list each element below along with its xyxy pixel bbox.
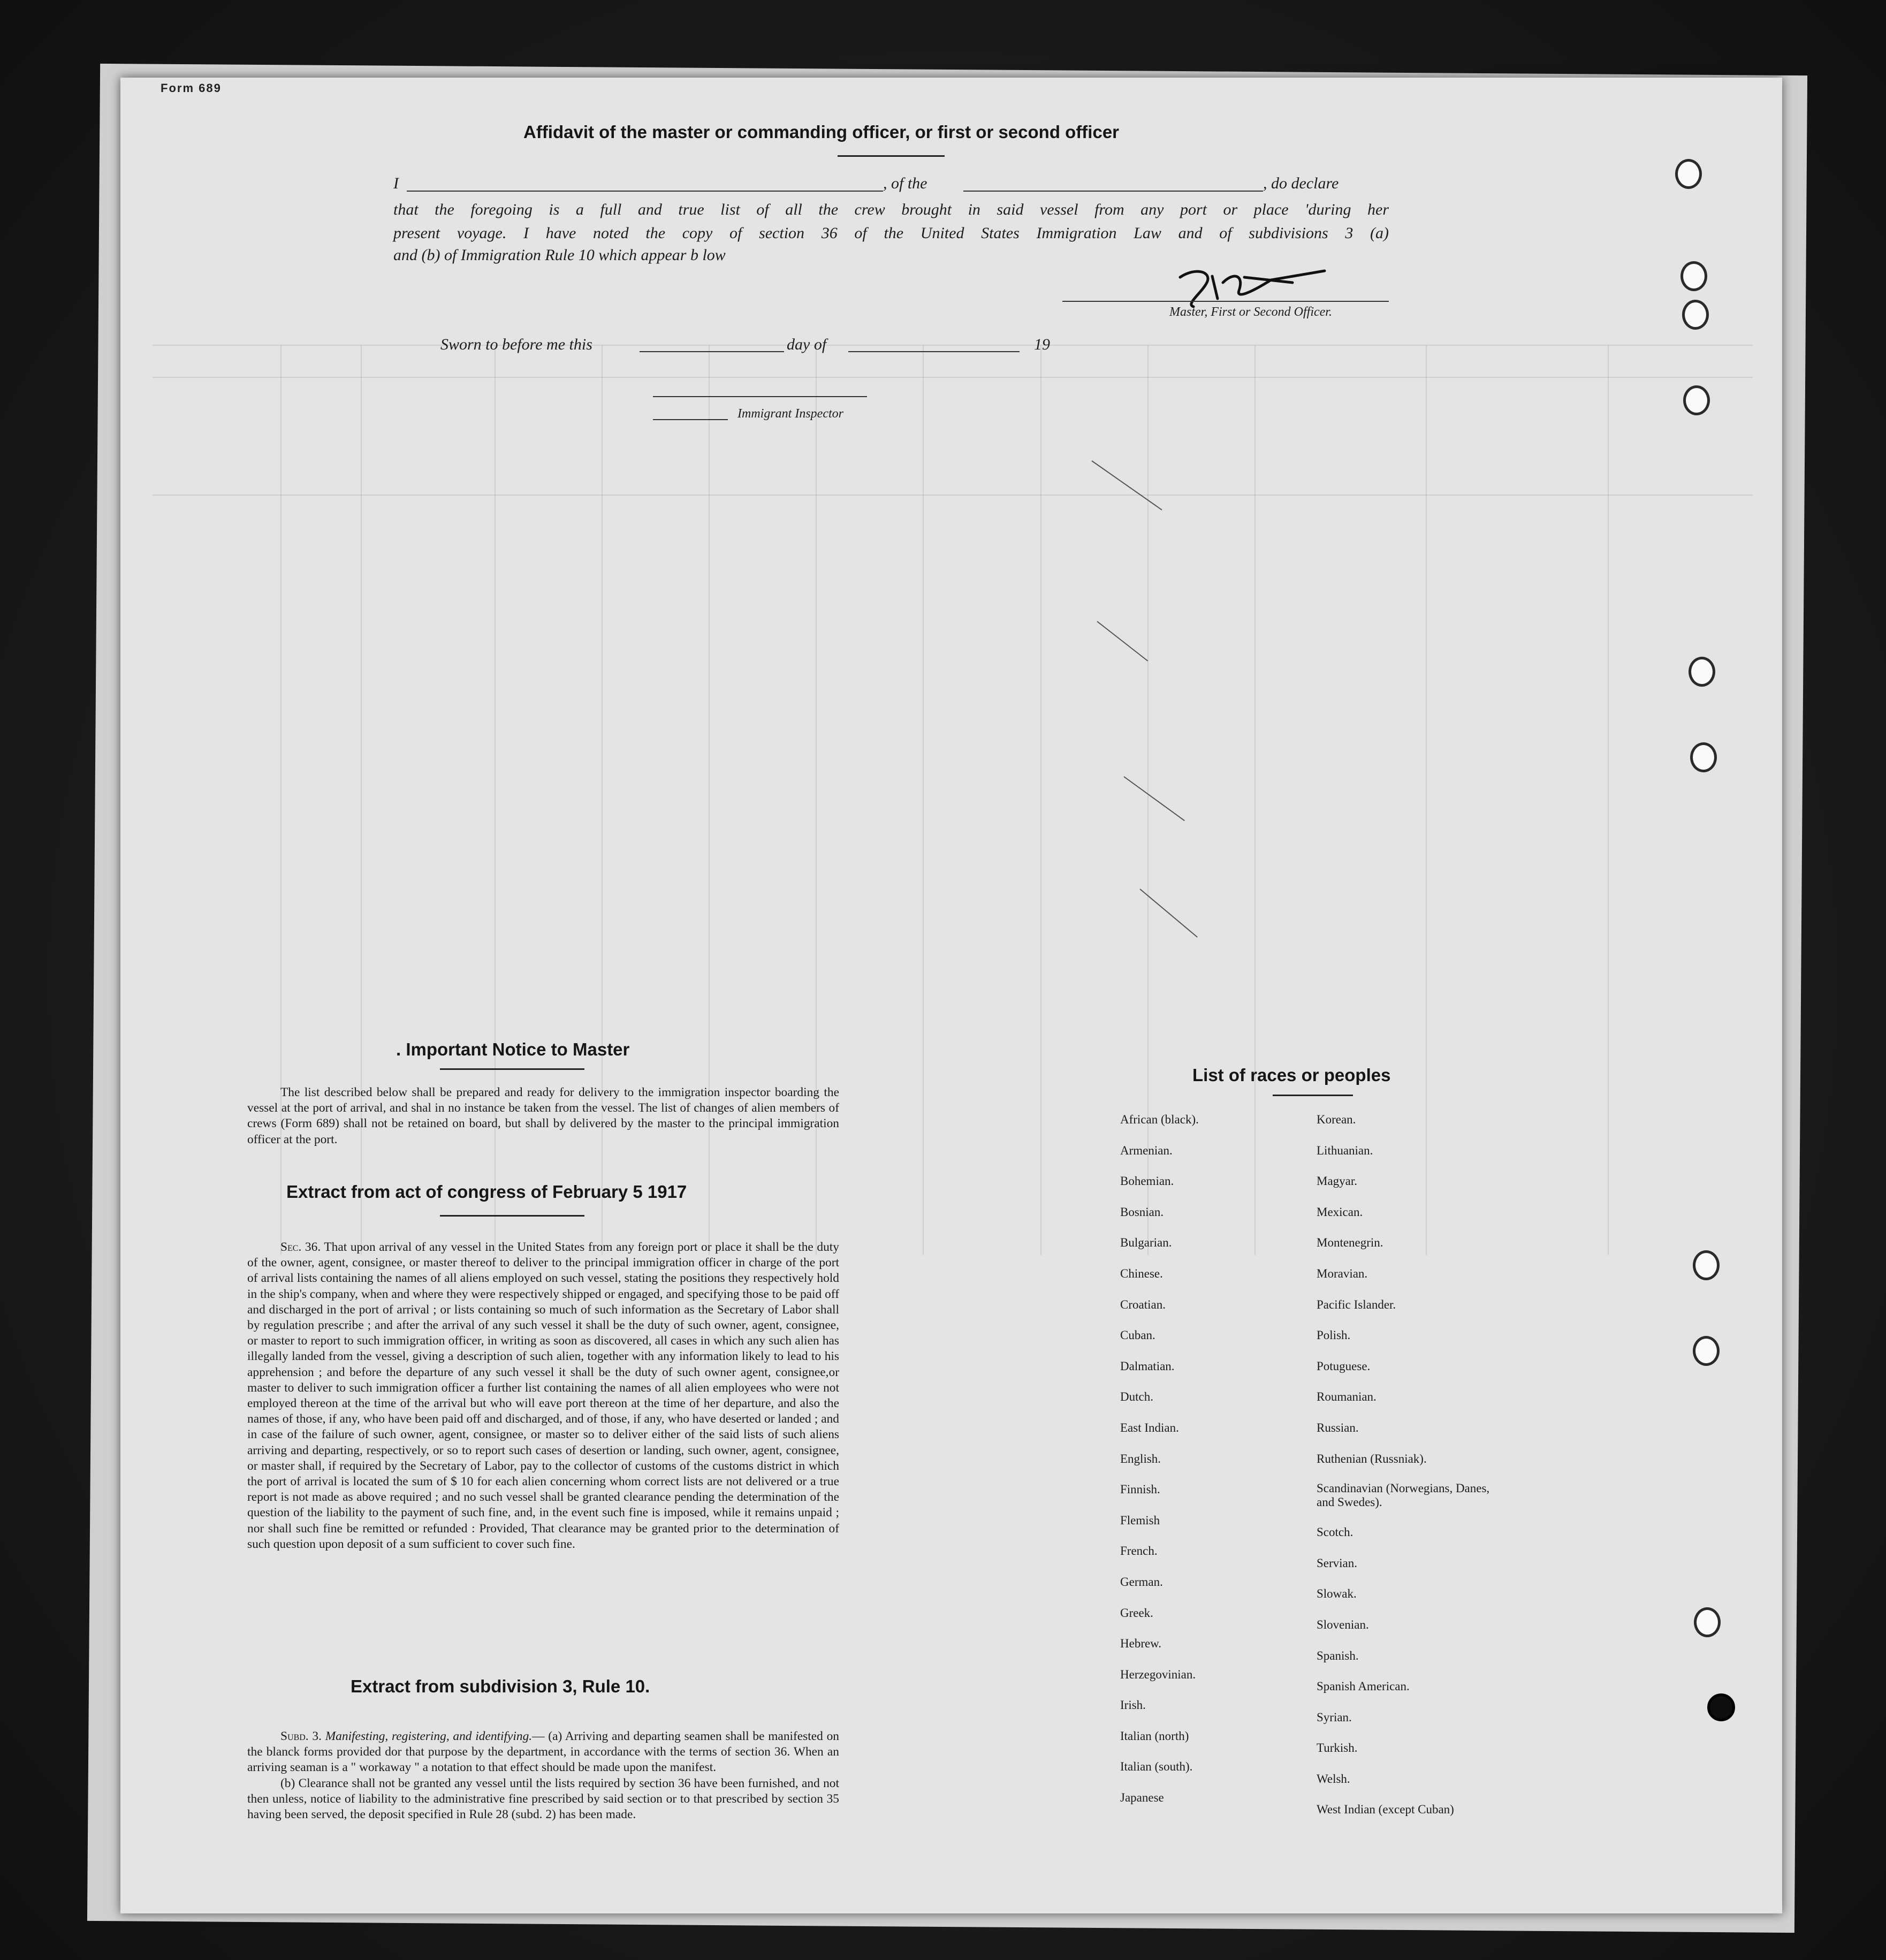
punch-hole bbox=[1693, 1250, 1720, 1280]
punch-hole bbox=[1690, 742, 1717, 772]
race-item: Turkish. bbox=[1317, 1741, 1358, 1755]
race-item: African (black). bbox=[1120, 1113, 1199, 1126]
vessel-blank bbox=[963, 191, 1263, 192]
race-item: Magyar. bbox=[1317, 1174, 1358, 1188]
notice-paragraph: The list described below shall be prepared and ready for delivery to the immigration inspector boarding the vessel at the port of arrival, and shal in no instance be taken from the vessel. The list of changes of alien members of crews (Form 689) shall not be retained on board, but shall by delivered by the master to the principal immigration officer at the port. bbox=[247, 1085, 839, 1146]
race-item: Bulgarian. bbox=[1120, 1236, 1172, 1250]
race-item: Moravian. bbox=[1317, 1266, 1368, 1280]
affidavit-title-underline bbox=[838, 155, 945, 157]
punch-hole bbox=[1689, 657, 1715, 687]
affidavit-line-4: and (b) of Immigration Rule 10 which appear b low bbox=[393, 246, 726, 264]
affidavit-of-the: , of the bbox=[883, 174, 927, 192]
notice-underline bbox=[440, 1068, 584, 1070]
race-item: Finnish. bbox=[1120, 1483, 1160, 1496]
extract-act-title: Extract from act of congress of February 5 1917 bbox=[286, 1182, 687, 1202]
punch-hole bbox=[1693, 1336, 1720, 1366]
affidavit-declare: , do declare bbox=[1263, 174, 1339, 192]
form-number: Form 689 bbox=[161, 81, 222, 95]
race-item: Lithuanian. bbox=[1317, 1143, 1373, 1157]
inspector-line-2 bbox=[653, 419, 728, 420]
race-item: Slovenian. bbox=[1317, 1617, 1369, 1631]
race-item: Ruthenian (Russniak). bbox=[1317, 1452, 1427, 1465]
subd-label: Subd. 3. bbox=[280, 1729, 322, 1743]
sworn-day-of: day of bbox=[787, 336, 827, 353]
race-item: East Indian. bbox=[1120, 1420, 1179, 1434]
affidavit-line-2: that the foregoing is a full and true list of all the crew brought in said vessel from any port or place 'during her bbox=[393, 201, 1389, 218]
race-item: West Indian (except Cuban) bbox=[1317, 1803, 1454, 1817]
race-item: Korean. bbox=[1317, 1113, 1356, 1126]
race-item: Roumanian. bbox=[1317, 1390, 1377, 1404]
races-right-column bbox=[1317, 1112, 1509, 1833]
race-item: Dalmatian. bbox=[1120, 1359, 1175, 1373]
race-item: Montenegrin. bbox=[1317, 1236, 1383, 1250]
race-item: Bosnian. bbox=[1120, 1205, 1164, 1219]
sworn-year: 19 bbox=[1034, 336, 1050, 353]
subd-heading: Manifesting, registering, and identifying. bbox=[325, 1729, 533, 1743]
race-item: Irish. bbox=[1120, 1698, 1146, 1712]
inspector-caption: Immigrant Inspector bbox=[737, 407, 843, 421]
races-left-column bbox=[1120, 1112, 1199, 1821]
races-title: List of races or peoples bbox=[1192, 1065, 1391, 1085]
race-item: Polish. bbox=[1317, 1328, 1351, 1342]
affidavit-title: Affidavit of the master or commanding officer, or first or second officer bbox=[523, 122, 1120, 142]
race-item: Welsh. bbox=[1317, 1772, 1350, 1786]
section-36-body: That upon arrival of any vessel in the United States from any foreign port or place it shall be the duty of the owner, agent, consignee, or master thereof to deliver to the principal immigration officer in charge of the port of arrival lists containing the names of all aliens employed on such vessel, stating the positions they respectively hold in the ship's company, when and where they were respectively shipped or engaged, and specifying those to be paid off and discharged in the port of arrival ; or lists containing so much of such information as the Secretary of Labor shall by regulation prescribe ; and after the arrival of any such vessel it shall be the duty of such owner, agent, consignee, or master to report to such immigration officer, in writing as soon as discovered, all cases in which any such alien has illegally landed from the vessel, giving a description of such alien, together with any information likely to lead to his apprehension ; and before the departure of any such vessel it shall be the duty of such owner agent, consignee,or master to deliver to such immigration officer a further list containing the names of all alien employees who were not employed thereon at the time of the arrival but who will eave port thereon at the time of her departure, and also the names of those, if any, who have been paid off and discharged, and of those, if any, who have deserted or landed ; and in case of the failure of such owner, agent, consignee, or master so to deliver either of the said lists of such aliens arriving and departing, respectively, or so to report such cases of desertion or landing, such owner, agent, consignee, or master shall, if required by the Secretary of Labor, pay to the collector of customs of the customs district in which the port of arrival is located the sum of $ 10 for each alien concerning whom correct lists are not delivered or a true report is not made as above required ; and no such vessel shall be granted clearance pending the determination of the question of the liability to the payment of such fine, and, in the event such fine is imposed, while it remains unpaid ; nor shall such fine be remitted or refunded : Provided, That clearance may be granted prior to the determination of such question upon deposit of a sum sufficient to cover such fine. bbox=[247, 1240, 839, 1551]
race-item: Spanish. bbox=[1317, 1648, 1359, 1662]
punch-hole bbox=[1683, 385, 1710, 415]
subd-part-a: — (a) Arriving and departing seamen shall be manifested on the blanck forms provided dor that purpose by the department, in accordance with the terms of section 36. When an arriving seaman is a " workaway " a notation to that effect should be made upon the manifest. bbox=[247, 1729, 839, 1775]
affidavit-line-3: present voyage. I have noted the copy of section 36 of the United States Immigration Law and of subdivisions 3 (a) bbox=[393, 224, 1389, 242]
punch-hole bbox=[1675, 159, 1702, 189]
race-item: Japanese bbox=[1120, 1791, 1164, 1805]
affidavit-i: I bbox=[393, 174, 399, 192]
subdivision-3-text bbox=[247, 1729, 839, 1822]
race-item: Cuban. bbox=[1120, 1328, 1155, 1342]
signature-line bbox=[1062, 301, 1389, 302]
race-item: Dutch. bbox=[1120, 1390, 1153, 1404]
sworn-before: Sworn to before me this bbox=[440, 336, 592, 353]
punch-hole bbox=[1694, 1607, 1721, 1637]
race-item: Chinese. bbox=[1120, 1266, 1163, 1280]
race-item: Croatian. bbox=[1120, 1297, 1166, 1311]
punch-hole bbox=[1682, 300, 1709, 330]
race-item: German. bbox=[1120, 1575, 1163, 1589]
race-item: Russian. bbox=[1317, 1420, 1359, 1434]
race-item: Scandinavian (Norwegians, Danes, and Swedes). bbox=[1317, 1482, 1490, 1509]
document-page bbox=[120, 78, 1782, 1913]
race-item: Syrian. bbox=[1317, 1710, 1352, 1724]
races-underline bbox=[1273, 1095, 1353, 1096]
sworn-day-blank bbox=[640, 351, 784, 352]
race-item: Bohemian. bbox=[1120, 1174, 1174, 1188]
sworn-month-blank bbox=[848, 351, 1020, 352]
race-item: Pacific Islander. bbox=[1317, 1297, 1396, 1311]
notice-title: . Important Notice to Master bbox=[396, 1039, 630, 1059]
bleed-through-grid bbox=[120, 78, 1782, 1913]
inspector-line bbox=[653, 396, 867, 397]
subd-part-b: (b) Clearance shall not be granted any vessel until the lists required by section 36 have been furnished, and not then unless, notice of liability to the administrative fine prescribed by said section or to that prescribed by section 35 having been served, the deposit specified in Rule 28 (subd. 2) has been made. bbox=[247, 1776, 839, 1822]
race-item: French. bbox=[1120, 1544, 1158, 1558]
race-item: Mexican. bbox=[1317, 1205, 1363, 1219]
race-item: Slowak. bbox=[1317, 1587, 1357, 1601]
race-item: Hebrew. bbox=[1120, 1637, 1162, 1651]
officer-signature bbox=[1164, 261, 1341, 309]
race-item: Herzegovinian. bbox=[1120, 1667, 1196, 1681]
race-item: Italian (north) bbox=[1120, 1729, 1189, 1743]
race-item: Scotch. bbox=[1317, 1525, 1353, 1539]
punch-hole bbox=[1707, 1693, 1735, 1721]
section-label: Sec. 36. bbox=[280, 1240, 321, 1254]
race-item: Spanish American. bbox=[1317, 1680, 1410, 1693]
notice-text bbox=[247, 1085, 839, 1148]
section-36-text bbox=[247, 1240, 839, 1552]
signature-caption: Master, First or Second Officer. bbox=[1169, 305, 1332, 319]
race-item: Greek. bbox=[1120, 1606, 1153, 1620]
race-item: Potuguese. bbox=[1317, 1359, 1371, 1373]
punch-hole bbox=[1680, 261, 1707, 291]
race-item: English. bbox=[1120, 1452, 1161, 1465]
race-item: Servian. bbox=[1317, 1556, 1358, 1570]
race-item: Flemish bbox=[1120, 1513, 1160, 1527]
extract-act-underline bbox=[440, 1215, 584, 1217]
race-item: Armenian. bbox=[1120, 1143, 1173, 1157]
name-blank bbox=[407, 191, 883, 192]
extract-rule-title: Extract from subdivision 3, Rule 10. bbox=[351, 1676, 650, 1696]
race-item: Italian (south). bbox=[1120, 1760, 1193, 1774]
